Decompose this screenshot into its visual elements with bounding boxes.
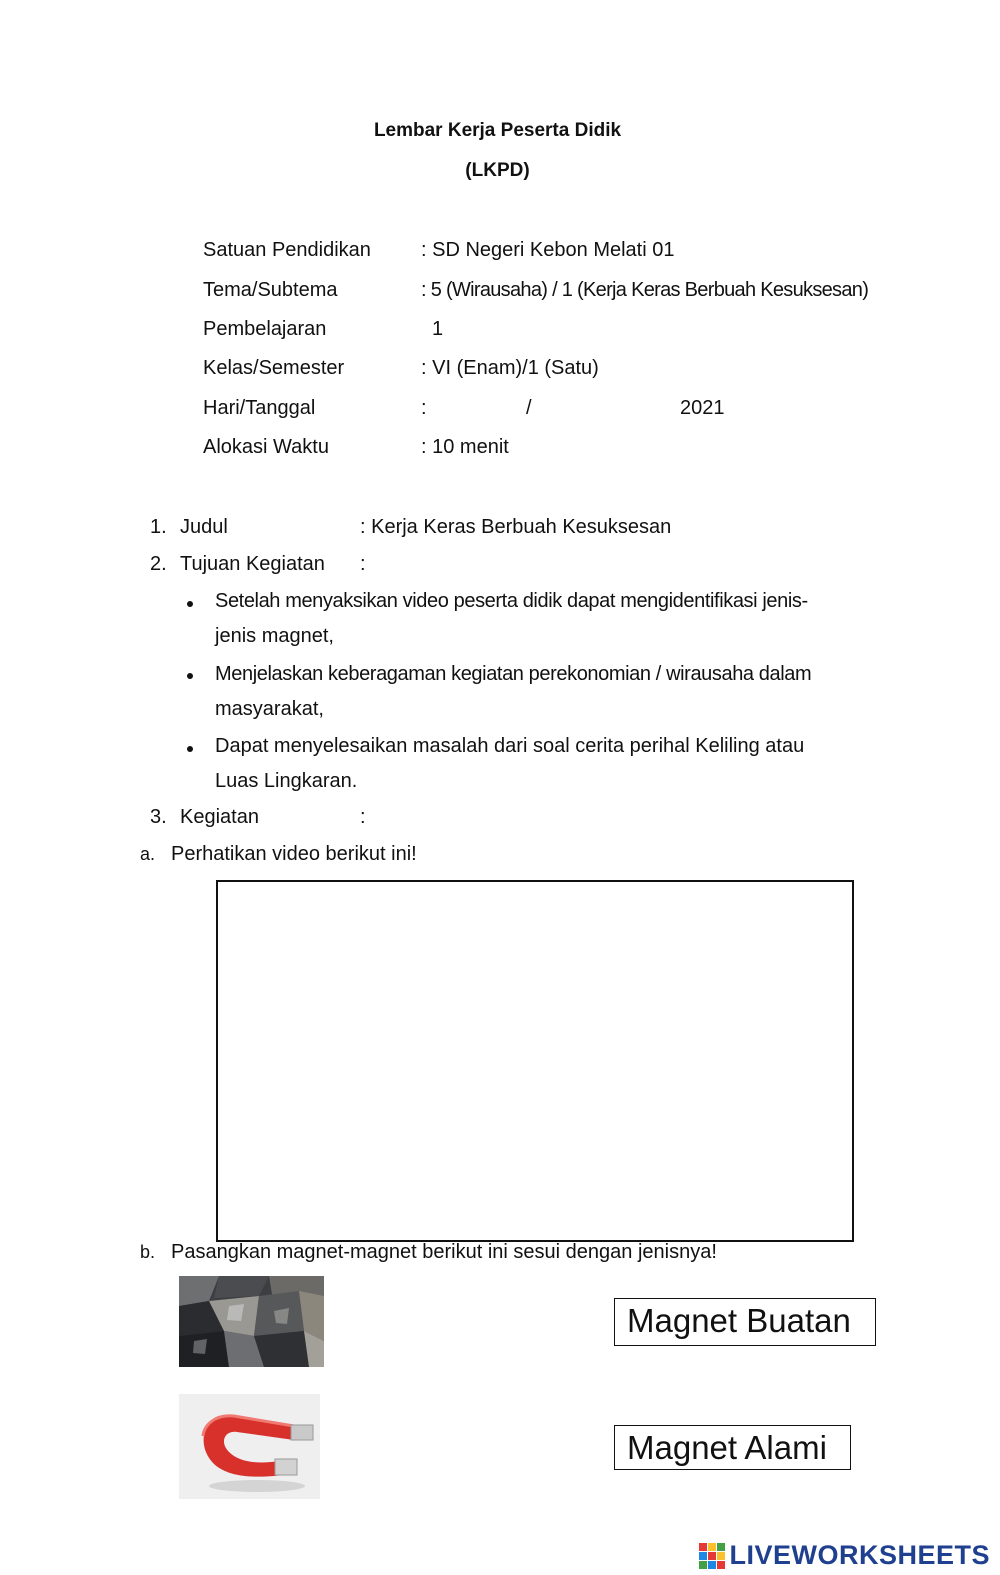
- info-label-kelas: Kelas/Semester: [203, 357, 345, 379]
- section-label-judul: Judul: [180, 516, 228, 538]
- info-value-satuan: : SD Negeri Kebon Melati 01: [421, 239, 675, 261]
- section-label-kegiatan: Kegiatan: [180, 806, 259, 828]
- info-label-pembelajaran: Pembelajaran: [203, 318, 327, 340]
- page-subtitle: (LKPD): [465, 160, 530, 181]
- task-b-text: Pasangkan magnet-magnet berikut ini sesui dengan jenisnya!: [171, 1241, 717, 1263]
- option-magnet-buatan[interactable]: Magnet Buatan: [614, 1298, 876, 1346]
- info-value-pembelajaran: 1: [432, 318, 444, 340]
- task-b-letter: b.: [140, 1242, 156, 1262]
- bullet-3-line-1: Dapat menyelesaikan masalah dari soal cerita perihal Keliling atau: [215, 735, 805, 757]
- page-title: Lembar Kerja Peserta Didik: [373, 120, 622, 141]
- horseshoe-magnet-image[interactable]: [179, 1394, 320, 1499]
- info-value-kelas: : VI (Enam)/1 (Satu): [421, 357, 599, 379]
- info-label-tanggal: Hari/Tanggal: [203, 397, 316, 419]
- bullet-dot: [187, 601, 193, 607]
- info-date-slash: /: [526, 397, 532, 419]
- task-a-text: Perhatikan video berikut ini!: [171, 843, 417, 865]
- bullet-2-line-1: Menjelaskan keberagaman kegiatan perekonomian / wirausaha dalam: [215, 663, 812, 685]
- section-label-tujuan: Tujuan Kegiatan: [180, 553, 325, 575]
- liveworksheets-logo-icon: [699, 1543, 725, 1569]
- section-number-2: 2.: [150, 553, 167, 575]
- option-magnet-alami[interactable]: Magnet Alami: [614, 1425, 851, 1470]
- section-colon-kegiatan: :: [360, 806, 366, 828]
- info-value-alokasi: : 10 menit: [421, 436, 509, 458]
- section-number-3: 3.: [150, 806, 167, 828]
- info-label-alokasi: Alokasi Waktu: [203, 436, 329, 458]
- bullet-2-line-2: masyarakat,: [215, 698, 324, 720]
- info-date-year: 2021: [680, 397, 725, 419]
- video-player[interactable]: [216, 880, 854, 1242]
- bullet-1-line-1: Setelah menyaksikan video peserta didik dapat mengidentifikasi jenis-: [215, 590, 808, 612]
- task-a-letter: a.: [140, 844, 156, 864]
- bullet-dot: [187, 746, 193, 752]
- liveworksheets-footer: [699, 1540, 990, 1571]
- bullet-1-line-2: jenis magnet,: [215, 625, 334, 647]
- liveworksheets-brand: LIVEWORKSHEETS: [729, 1540, 990, 1570]
- bullet-3-line-2: Luas Lingkaran.: [215, 770, 358, 792]
- info-label-satuan: Satuan Pendidikan: [203, 239, 371, 261]
- info-value-tanggal: :: [421, 397, 427, 419]
- section-number-1: 1.: [150, 516, 167, 538]
- section-colon-tujuan: :: [360, 553, 366, 575]
- section-value-judul: : Kerja Keras Berbuah Kesuksesan: [360, 516, 672, 538]
- info-label-tema: Tema/Subtema: [203, 279, 338, 301]
- natural-magnet-rock-image[interactable]: [179, 1276, 324, 1367]
- info-value-tema: : 5 (Wirausaha) / 1 (Kerja Keras Berbuah Kesuksesan): [421, 279, 869, 301]
- bullet-dot: [187, 673, 193, 679]
